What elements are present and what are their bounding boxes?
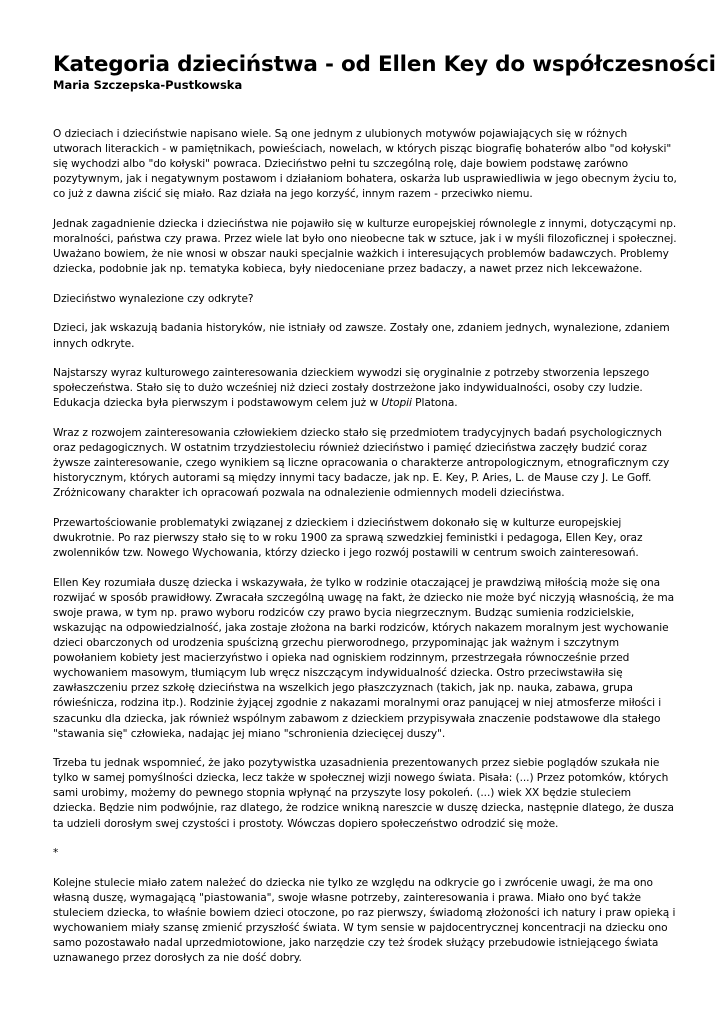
paragraph-6: Wraz z rozwojem zainteresowania człowiekiem dziecko stało się przedmiotem tradycyjnych badań psychologicznych oraz pedagogicznych. W ostatnim trzydziestoleciu również dzieciństwo i pamięć dzieciństwa zaczęły budzić coraz żywsze zainteresowanie, czego wynikiem są liczne opracowania o charakterze antropologicznym, etnograficznym czy historycznym, których autorami są między innymi tacy badacze, jak np. E. Key, P. Aries, L. de Mause czy J. Le Goff. Zróżnicowany charakter ich opracowań pozwala na odnalezienie odmiennych modeli dzieciństwa. <box>53 426 670 500</box>
document-page <box>53 52 716 981</box>
paragraph-5 <box>53 366 677 411</box>
paragraph-1: O dzieciach i dzieciństwie napisano wiele. Są one jednym z ulubionych motywów pojawiających się w różnych utworach literackich - w pamiętnikach, powieściach, nowelach, w których pisząc biografię bohaterów albo "od kołyski" się wychodzi albo "do kołyski" powraca. Dzieciństwo pełni tu szczególną rolę, daje bowiem podstawę zarówno pozytywnym, jak i negatywnym postawom i działaniom bohatera, oskarża lub usprawiedliwia w jego obecnym życiu to, co już z dawna ziścić się miało. Raz działa na jego korzyść, innym razem - przeciwko niemu. <box>53 128 677 201</box>
paragraph-10: Kolejne stulecie miało zatem należeć do dziecka nie tylko ze względu na odkrycie go i zwrócenie uwagi, że ma ono własną duszę, wymagającą "piastowania", swoje własne potrzeby, zainteresowania i prawa. Miało ono być także stuleciem dziecka, to właśnie bowiem dzieci otoczone, po raz pierwszy, świadomą złożoności ich natury i praw opieką i wychowaniem miały szansę zmienić przyszłość świata. W tym sensie w pajdocentrycznej koncentracji na dziecku ono samo pozostawało nadal uprzedmiotowione, jako narzędzie czy też środek służący przebudowie istniejącego świata uznawanego przez dorosłych za nie dość dobry. <box>53 876 676 965</box>
paragraph-4: Dzieci, jak wskazują badania historyków, nie istniały od zawsze. Zostały one, zdaniem jednych, wynalezione, zdaniem innych odkryte. <box>53 322 670 350</box>
paragraph-5-text: Najstarszy wyraz kulturowego zainteresowania dzieckiem wywodzi się oryginalnie z potrzeby stworzenia lepszego społeczeństwa. Stało się to dużo wcześniej niż dzieci zostały dostrzeżone jako indywidualności, osoby czy ludzie. Edukacja dziecka była pierwszym i podstawowym celem już w <box>53 367 650 410</box>
paragraph-8: Ellen Key rozumiała duszę dziecka i wskazywała, że tylko w rodzinie otaczającej je prawdziwą miłością może się ona rozwijać w sposób prawidłowy. Zwracała szczególną uwagę na fakt, że dziecko nie może być niczyją własnością, że ma swoje prawa, w tym np. prawo wyboru rodziców czy prawo bycia niegrzecznym. Budząc sumienia rodzicielskie, wskazując na odpowiedzialność, jaka zostaje złożona na barki rodziców, których nakazem moralnym jest wychowanie dzieci obarczonych od urodzenia spuścizną grzechu pierworodnego, przypominając jak ważnym i szczytnym powołaniem kobiety jest macierzyństwo i opieka nad ogniskiem rodzinnym, przestrzegała równocześnie przed wychowaniem masowym, tłumiącym lub wręcz niszczącym indywidualność dziecka. Ostro przeciwstawiła się zawłaszczeniu przez szkołę dzieciństwa na wszelkich jego płaszczyznach (takich, jak np. nauka, zabawa, grupa rówieśnicza, rodzina itp.). Rodzinie żyjącej zgodnie z nakazami moralnymi oraz panującej w niej atmosferze miłości i szacunku dla dziecka, jak również wspólnym zabawom z dzieckiem przypisywała znaczenie podstawowe dla stałego "stawania się" człowieka, nadając jej miano "schronienia dziecięcej duszy". <box>53 576 675 740</box>
paragraph-2: Jednak zagadnienie dziecka i dzieciństwa nie pojawiło się w kulturze europejskiej równolegle z innymi, dotyczącymi np. moralności, państwa czy prawa. Przez wiele lat było ono nieobecne tak w sztuce, jak i w myśli filozoficznej i społecznej. Uważano bowiem, że nie wnosi w obszar nauki specjalnie ważkich i interesujących problemów badawczych. Problemy dziecka, podobnie jak np. tematyka kobieca, były niedoceniane przez badaczy, a nawet przez nich lekceważone. <box>53 217 677 276</box>
paragraph-3: Dzieciństwo wynalezione czy odkryte? <box>53 292 254 305</box>
document-body <box>53 127 677 966</box>
paragraph-9: Trzeba tu jednak wspomnieć, że jako pozytywistka uzasadnienia prezentowanych przez siebie poglądów szukała nie tylko w samej pomyślności dziecka, lecz także w społecznej wizji nowego świata. Pisała: (...) Przez potomków, których sami urobimy, możemy do pewnego stopnia wpłynąć na przyszyte losy pokoleń. (...) wiek XX będzie stuleciem dziecka. Będzie nim podwójnie, raz dlatego, że rodzice wnikną nareszcie w duszę dziecka, następnie dlatego, że dusza ta udzieli dorosłym swej czystości i prostoty. Wówczas dopiero społeczeństwo odrodzić się może. <box>53 757 674 830</box>
document-title: Kategoria dzieciństwa - od Ellen Key do współczesności <box>53 52 716 77</box>
paragraph-5-italic: Utopii <box>381 397 412 410</box>
paragraph-5-after: Platona. <box>411 397 458 410</box>
document-author: Maria Szczepska-Pustkowska <box>53 78 243 92</box>
paragraph-7: Przewartościowanie problematyki związanej z dzieckiem i dzieciństwem dokonało się w kulturze europejskiej dwukrotnie. Po raz pierwszy stało się to w roku 1900 za sprawą szwedzkiej feministki i pedagoga, Ellen Key, oraz zwolenników tzw. Nowego Wychowania, którzy dziecko i jego rozwój postawili w centrum swoich zainteresowań. <box>53 516 643 560</box>
section-separator: * <box>53 847 59 860</box>
